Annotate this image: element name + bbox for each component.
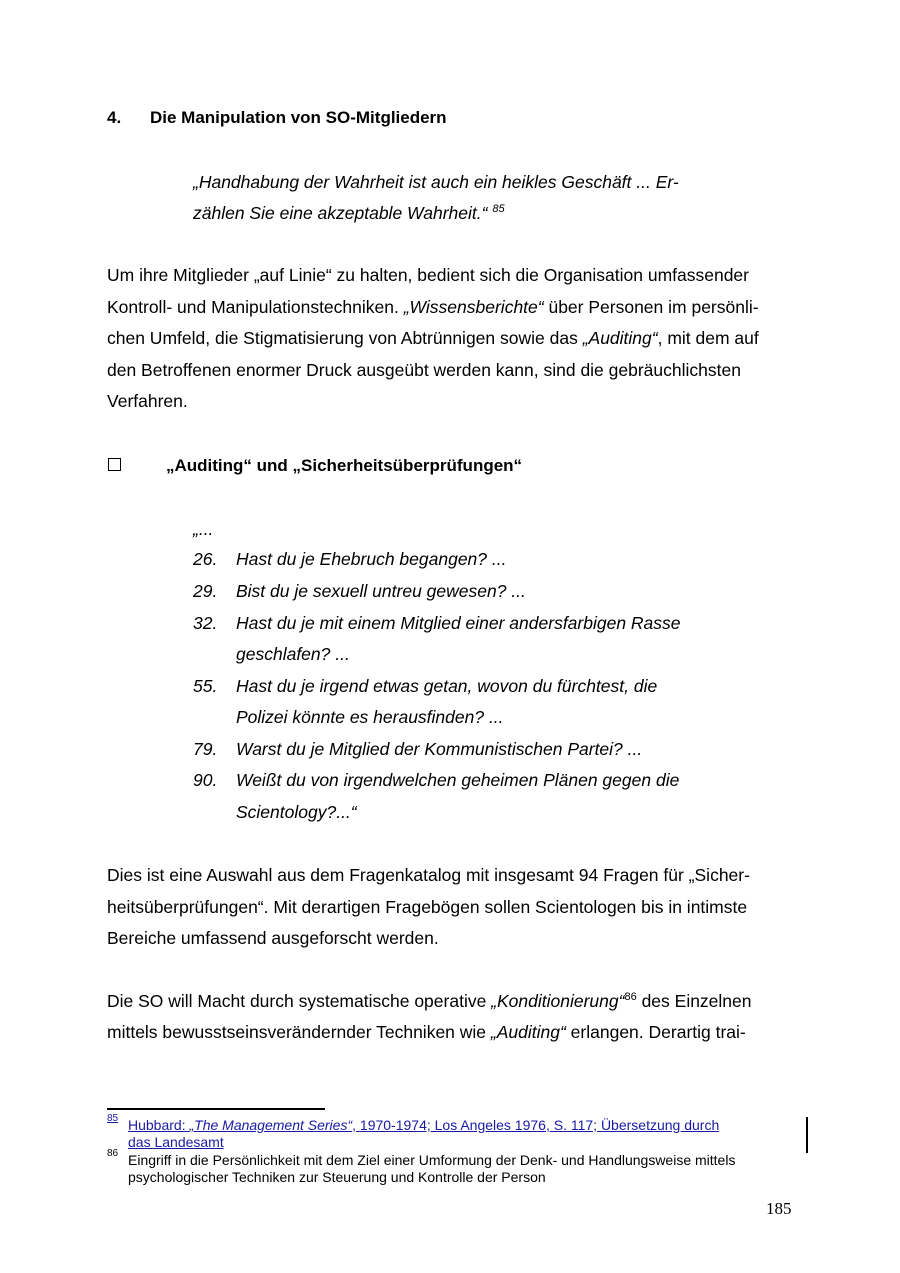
footnote-86-number: 86 — [107, 1148, 119, 1159]
question-text-continued: geschlafen? ... — [236, 644, 350, 664]
epigraph-line-2-text: zählen Sie eine akzeptable Wahrheit.“ — [193, 203, 488, 223]
question-text: Warst du je Mitglied der Kommunistischen Partei? ... — [236, 739, 643, 759]
paragraph-1-line-3 — [107, 328, 759, 349]
question-text: Bist du je sexuell untreu gewesen? ... — [236, 581, 526, 601]
subheading-title: „Auditing“ und „Sicherheitsüberprüfungen“ — [166, 456, 523, 475]
question-number: 32. — [193, 613, 218, 633]
paragraph-2-line-3: Bereiche umfassend ausgeforscht werden. — [107, 928, 439, 948]
paragraph-2-line-2: heitsüberprüfungen“. Mit derartigen Fragebögen sollen Scientologen bis in intimste — [107, 897, 748, 917]
section-number: 4. — [107, 108, 122, 127]
text-span: chen Umfeld, die Stigmatisierung von Abtrünnigen sowie das — [107, 328, 583, 348]
paragraph-1-line-1: Um ihre Mitglieder „auf Linie“ zu halten, bedient sich die Organisation umfassender — [107, 265, 749, 285]
paragraph-3-line-2 — [107, 1022, 746, 1043]
epigraph-line-2 — [193, 203, 505, 224]
epigraph-line-1: „Handhabung der Wahrheit ist auch ein heikles Geschäft ... Er- — [193, 172, 679, 192]
paragraph-2-line-1: Dies ist eine Auswahl aus dem Fragenkatalog mit insgesamt 94 Fragen für „Sicher- — [107, 865, 750, 885]
text-span: über Personen im persönli- — [543, 297, 759, 317]
term-konditionierung: „Konditionierung“ — [491, 991, 625, 1011]
footnote-85-author[interactable]: Hubbard: — [128, 1117, 190, 1133]
question-text-continued: Polizei könnte es herausfinden? ... — [236, 707, 504, 727]
question-number: 29. — [193, 581, 218, 601]
text-span: Die SO will Macht durch systematische operative — [107, 991, 492, 1011]
footnote-ref-85[interactable]: 85 — [492, 203, 505, 215]
text-span: erlangen. Derartig trai- — [565, 1022, 746, 1042]
question-text: Weißt du von irgendwelchen geheimen Plänen gegen die — [236, 770, 680, 790]
question-number: 90. — [193, 770, 218, 790]
question-text: Hast du je Ehebruch begangen? ... — [236, 549, 507, 569]
footnote-85-details[interactable]: , 1970-1974; Los Angeles 1976, S. 117; Übersetzung durch — [352, 1117, 720, 1133]
footnote-86-line-1: Eingriff in die Persönlichkeit mit dem Ziel einer Umformung der Denk- und Handlungsweise mittels — [128, 1152, 736, 1168]
term-wissensberichte: „Wissensberichte“ — [403, 297, 544, 317]
question-number: 79. — [193, 739, 218, 759]
text-span: Kontroll- und Manipulationstechniken. — [107, 297, 404, 317]
question-number: 55. — [193, 676, 218, 696]
footnote-ref-86[interactable]: 86 — [624, 991, 637, 1003]
paragraph-1-line-4: den Betroffenen enormer Druck ausgeübt werden kann, sind die gebräuchlichsten — [107, 360, 741, 380]
section-title: Die Manipulation von SO-Mitgliedern — [150, 108, 447, 127]
question-text-continued: Scientology?...“ — [236, 802, 357, 822]
question-text: Hast du je irgend etwas getan, wovon du fürchtest, die — [236, 676, 658, 696]
page-number: 185 — [766, 1199, 792, 1218]
footnote-86-line-2: psychologischer Techniken zur Steuerung und Kontrolle der Person — [128, 1169, 546, 1185]
footnote-85-number[interactable]: 85 — [107, 1113, 119, 1124]
text-span: mittels bewusstseinsverändernder Techniken wie — [107, 1022, 491, 1042]
footnote-85-title[interactable]: „The Management Series“ — [189, 1117, 353, 1133]
text-span: des Einzelnen — [636, 991, 752, 1011]
paragraph-1-line-2 — [107, 297, 759, 318]
term-auditing: „Auditing“ — [582, 328, 658, 348]
questionnaire-opening: „... — [193, 519, 214, 539]
paragraph-1-line-5: Verfahren. — [107, 391, 188, 411]
footnote-85-source[interactable]: das Landesamt — [128, 1134, 224, 1150]
checkbox-bullet-icon — [108, 458, 121, 471]
footnote-85 — [128, 1117, 808, 1151]
question-number: 26. — [193, 549, 218, 569]
question-text: Hast du je mit einem Mitglied einer andersfarbigen Rasse — [236, 613, 681, 633]
footnote-separator — [107, 1108, 325, 1110]
term-auditing: „Auditing“ — [490, 1022, 566, 1042]
paragraph-3-line-1 — [107, 991, 752, 1012]
text-span: , mit dem auf — [657, 328, 759, 348]
